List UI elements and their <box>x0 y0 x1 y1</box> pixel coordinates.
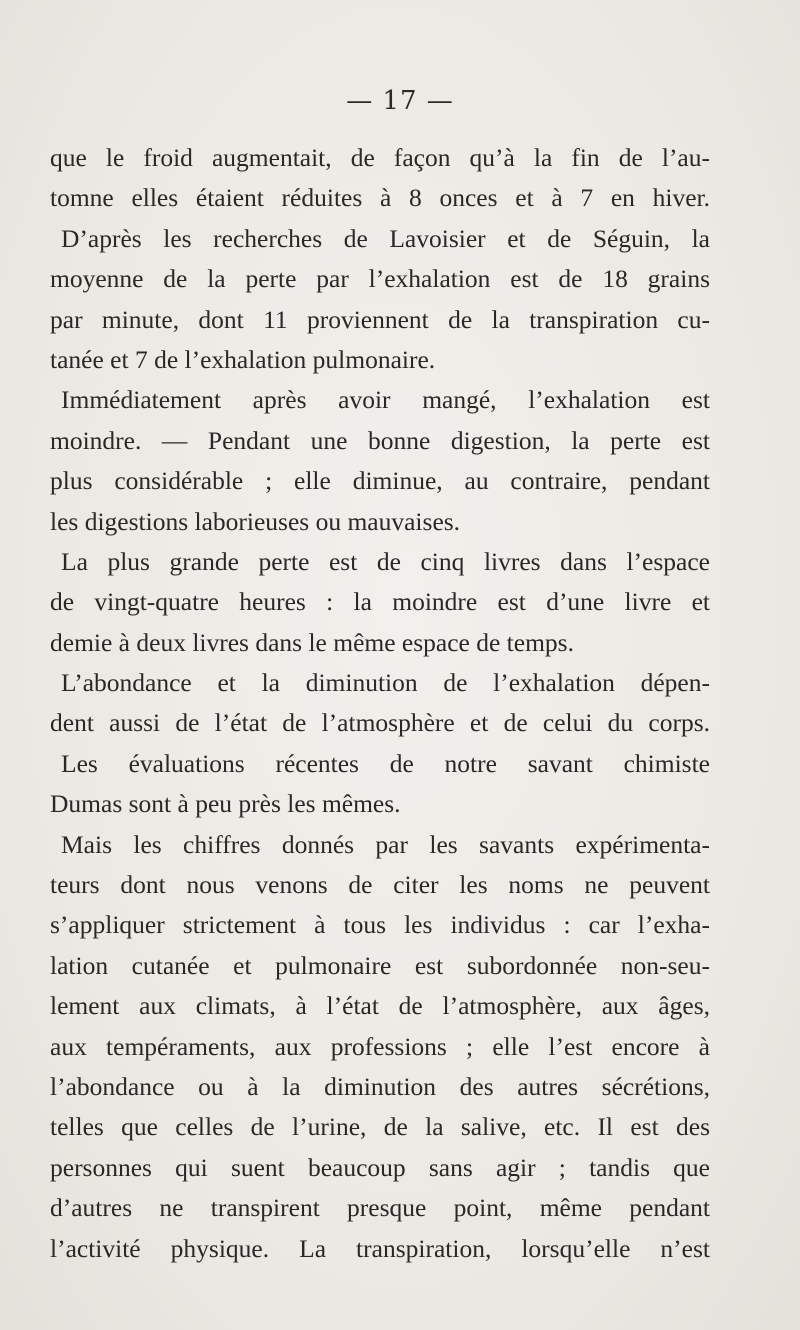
text-line: les digestions laborieuses ou mauvaises. <box>50 506 461 536</box>
text-line: lement aux climats, à l’état de l’atmosphère, aux âges, <box>50 991 710 1021</box>
page-number: — 17 — <box>346 86 454 116</box>
text-line: que le froid augmentait, de façon qu’à la fin de l’au- <box>50 143 710 172</box>
text-line: tanée et 7 de l’exhalation pulmonaire. <box>50 344 436 374</box>
text-line: Dumas sont à peu près les mêmes. <box>50 789 401 819</box>
text-line: moyenne de la perte par l’exhalation est de 18 grains <box>50 264 710 294</box>
text-line: Les évaluations récentes de notre savant chimiste <box>61 748 710 778</box>
text-line: s’appliquer strictement à tous les individus : car l’exha- <box>50 910 710 940</box>
text-line: aux tempéraments, aux professions ; elle l’est encore à <box>50 1031 710 1061</box>
text-line: plus considérable ; elle diminue, au contraire, pendant <box>50 466 710 496</box>
text-line: d’autres ne transpirent presque point, même pendant <box>50 1193 710 1223</box>
text-line: de vingt-quatre heures : la moindre est d’une livre et <box>50 587 710 617</box>
text-line: moindre. — Pendant une bonne digestion, la perte est <box>50 425 710 455</box>
text-line: personnes qui suent beaucoup sans agir ; tandis que <box>50 1152 710 1182</box>
text-line: lation cutanée et pulmonaire est subordonnée non-seu- <box>50 950 710 980</box>
text-line: D’après les recherches de Lavoisier et de Séguin, la <box>61 223 710 253</box>
text-line: l’activité physique. La transpiration, lorsqu’elle n’est <box>50 1233 710 1263</box>
text-line: Mais les chiffres donnés par les savants expérimenta- <box>61 829 710 859</box>
text-line: Immédiatement après avoir mangé, l’exhalation est <box>61 385 710 415</box>
text-line: telles que celles de l’urine, de la salive, etc. Il est des <box>50 1112 710 1142</box>
text-line: L’abondance et la diminution de l’exhalation dépen- <box>61 668 710 698</box>
text-line: dent aussi de l’état de l’atmosphère et de celui du corps. <box>50 708 710 738</box>
text-line: par minute, dont 11 proviennent de la transpiration cu- <box>50 304 710 334</box>
text-line: l’abondance ou à la diminution des autres sécrétions, <box>50 1071 710 1101</box>
body-text <box>50 138 710 1269</box>
text-line: La plus grande perte est de cinq livres dans l’espace <box>61 546 710 576</box>
text-line: tomne elles étaient réduites à 8 onces et à 7 en hiver. <box>50 183 710 213</box>
text-line: teurs dont nous venons de citer les noms ne peuvent <box>50 870 710 900</box>
text-line: demie à deux livres dans le même espace de temps. <box>50 627 574 657</box>
